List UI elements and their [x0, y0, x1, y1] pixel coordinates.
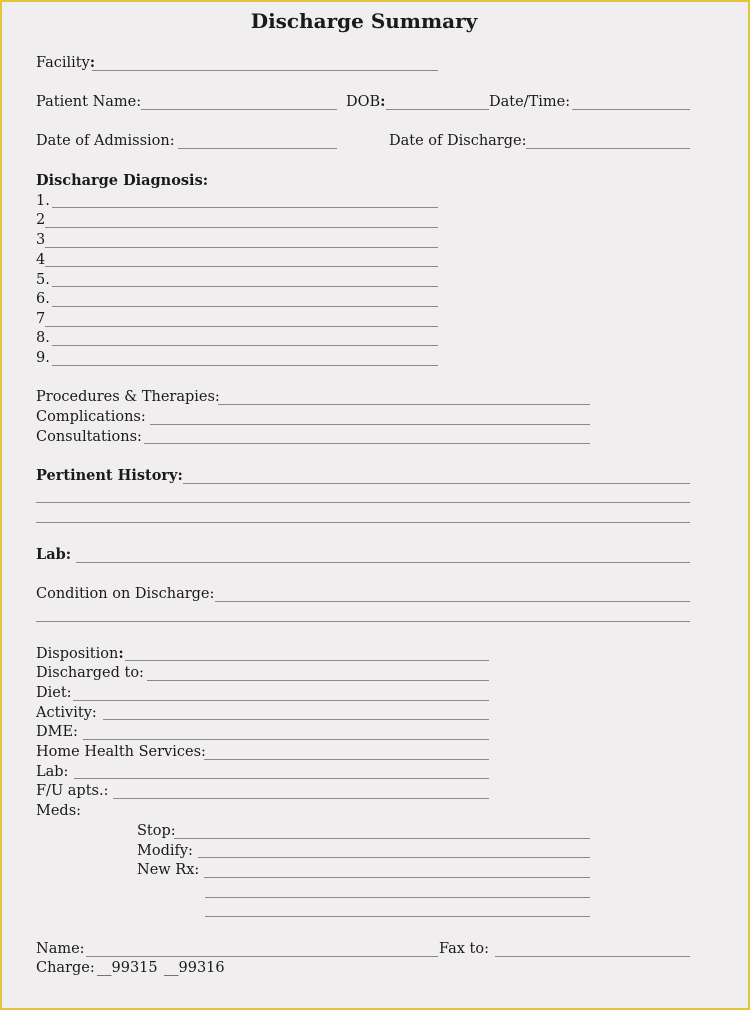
meds-stop-field[interactable]	[174, 838, 590, 839]
discharged-to-field[interactable]	[147, 680, 489, 681]
activity-label: Activity:	[36, 705, 97, 721]
datetime-label: Date/Time:	[489, 94, 571, 110]
dme-field[interactable]	[83, 739, 489, 740]
fu-appointments-label: F/U apts.:	[36, 783, 109, 799]
meds-newrx-line[interactable]	[205, 897, 590, 898]
facility-label: Facility:	[36, 54, 96, 71]
diagnosis-number: 3	[36, 232, 46, 248]
fax-field[interactable]	[495, 956, 690, 957]
diagnosis-number: 8.	[36, 330, 50, 346]
condition-label: Condition on Discharge:	[36, 586, 215, 602]
procedures-label: Procedures & Therapies:	[36, 389, 220, 405]
discharge-date-field[interactable]	[526, 148, 690, 149]
diagnosis-line[interactable]	[45, 227, 438, 228]
dme-label: DME:	[36, 724, 78, 740]
discharge-date-label: Date of Discharge:	[389, 133, 527, 149]
activity-field[interactable]	[103, 719, 489, 720]
procedures-field[interactable]	[218, 404, 590, 405]
consultations-field[interactable]	[144, 443, 590, 444]
charge-label: Charge:	[36, 960, 95, 976]
meds-newrx-field[interactable]	[204, 877, 590, 878]
diagnosis-number: 6.	[36, 291, 50, 307]
consultations-label: Consultations:	[36, 429, 142, 445]
diagnosis-line[interactable]	[52, 286, 438, 287]
diagnosis-number: 5.	[36, 272, 50, 288]
datetime-field[interactable]	[572, 109, 690, 110]
page-title: Discharge Summary	[250, 9, 478, 33]
disposition-lab-field[interactable]	[74, 778, 489, 779]
diagnosis-number: 9.	[36, 350, 50, 366]
diagnosis-line[interactable]	[45, 266, 438, 267]
meds-stop-label: Stop:	[137, 823, 176, 839]
dob-field[interactable]	[386, 109, 489, 110]
diagnosis-line[interactable]	[52, 306, 438, 307]
name-field[interactable]	[86, 956, 438, 957]
history-line[interactable]	[36, 522, 690, 523]
name-label: Name:	[36, 941, 85, 957]
disposition-field[interactable]	[125, 660, 489, 661]
meds-modify-label: Modify:	[137, 843, 193, 859]
diagnosis-line[interactable]	[52, 365, 438, 366]
history-label: Pertinent History:	[36, 467, 183, 484]
diagnosis-number: 2	[36, 212, 46, 228]
meds-newrx-label: New Rx:	[137, 862, 200, 878]
home-health-field[interactable]	[204, 759, 489, 760]
fu-appointments-field[interactable]	[113, 798, 489, 799]
meds-label: Meds:	[36, 803, 82, 819]
patient-name-field[interactable]	[141, 109, 337, 110]
complications-field[interactable]	[150, 424, 590, 425]
diagnosis-line[interactable]	[45, 326, 438, 327]
charge-code-99316[interactable]: __99316	[164, 960, 225, 976]
diet-field[interactable]	[73, 700, 489, 701]
diet-label: Diet:	[36, 685, 72, 701]
facility-field[interactable]	[92, 70, 438, 71]
home-health-label: Home Health Services:	[36, 744, 206, 760]
meds-modify-field[interactable]	[198, 857, 590, 858]
diagnosis-number: 7	[36, 311, 46, 327]
fax-label: Fax to:	[439, 941, 489, 957]
patient-name-label: Patient Name:	[36, 94, 142, 110]
condition-line[interactable]	[36, 621, 690, 622]
complications-label: Complications:	[36, 409, 146, 425]
admission-date-label: Date of Admission:	[36, 133, 175, 149]
diagnosis-line[interactable]	[45, 247, 438, 248]
disposition-label: Disposition:	[36, 645, 124, 662]
history-field[interactable]	[183, 483, 690, 484]
diagnosis-line[interactable]	[52, 207, 438, 208]
charge-code-99315[interactable]: __99315	[97, 960, 158, 976]
admission-date-field[interactable]	[178, 148, 337, 149]
diagnosis-number: 4	[36, 252, 46, 268]
dob-label: DOB:	[346, 93, 386, 110]
history-line[interactable]	[36, 502, 690, 503]
diagnosis-line[interactable]	[52, 345, 438, 346]
diagnosis-number: 1.	[36, 193, 50, 209]
meds-newrx-line[interactable]	[205, 916, 590, 917]
discharged-to-label: Discharged to:	[36, 665, 144, 681]
condition-field[interactable]	[215, 601, 690, 602]
diagnosis-heading: Discharge Diagnosis:	[36, 172, 209, 189]
lab-heading: Lab:	[36, 546, 72, 563]
lab-field[interactable]	[76, 562, 690, 563]
disposition-lab-label: Lab:	[36, 764, 69, 780]
